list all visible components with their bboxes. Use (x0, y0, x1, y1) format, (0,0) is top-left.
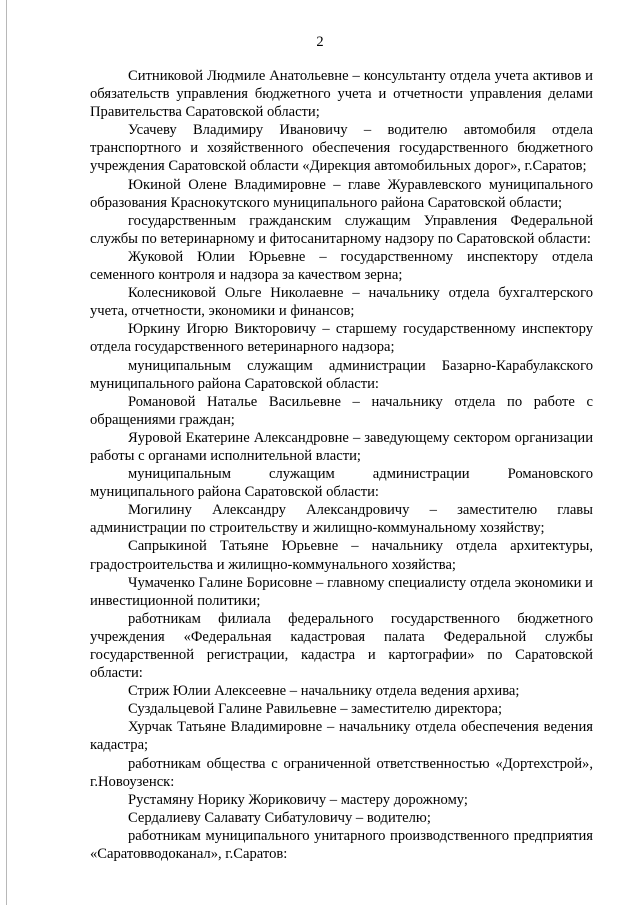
group-heading-paragraph: работникам филиала федерального государственного бюджетного учреждения «Федеральная кадастровая палата Федеральной службы государственной регистрации, кадастра и картографии» по Саратовской области: (90, 610, 593, 682)
group-heading-paragraph: работникам муниципального унитарного производственного предприятия «Саратовводоканал», г.Саратов: (90, 827, 593, 863)
group-heading-paragraph: муниципальным служащим администрации Романовского муниципального района Саратовской области: (90, 466, 593, 501)
award-recipient-paragraph: Хурчак Татьяне Владимировне – начальнику отдела обеспечения ведения кадастра; (90, 719, 593, 754)
award-recipient-paragraph: Юркину Игорю Викторовичу – старшему государственному инспектору отдела государственного ветеринарного надзора; (90, 321, 593, 356)
award-recipient-paragraph: Жуковой Юлии Юрьевне – государственному инспектору отдела семенного контроля и надзора за качеством зерна; (90, 248, 593, 284)
award-recipient-paragraph: Чумаченко Галине Борисовне – главному специалисту отдела экономики и инвестиционной политики; (90, 574, 593, 609)
award-recipient-paragraph: Усачеву Владимиру Ивановичу – водителю автомобиля отдела транспортного и хозяйственного обеспечения государственного бюджетного учреждения Саратовской области «Дирекция автомобильных дорог», г.Саратов; (90, 122, 593, 175)
award-recipient-paragraph: Юкиной Олене Владимировне – главе Журавлевского муниципального образования Краснокутского муниципального района Саратовской области; (90, 176, 593, 211)
award-recipient-paragraph: Сапрыкиной Татьяне Юрьевне – начальнику отдела архитектуры, градостроительства и жилищно-коммунального хозяйства; (90, 538, 593, 573)
award-recipient-paragraph: Яуровой Екатерине Александровне – заведующему сектором организации работы с органами исполнительной власти; (90, 429, 593, 464)
award-recipient-paragraph: Суздальцевой Галине Равильевне – заместителю директора; (128, 701, 503, 718)
award-recipient-paragraph: Колесниковой Ольге Николаевне – начальнику отдела бухгалтерского учета, отчетности, экономики и финансов; (90, 285, 593, 320)
group-heading-paragraph: муниципальным служащим администрации Базарно-Карабулакского муниципального района Саратовской области: (90, 357, 593, 392)
page-number: 2 (316, 34, 324, 50)
scan-left-edge-line (6, 0, 7, 905)
award-recipient-paragraph: Могилину Александру Александровичу – заместителю главы администрации по строительству и жилищно-коммунальному хозяйству; (90, 502, 593, 537)
group-heading-paragraph: государственным гражданским служащим Управления Федеральной службы по ветеринарному и фитосанитарному надзору по Саратовской области: (90, 212, 593, 247)
group-heading-paragraph: работникам общества с ограниченной ответственностью «Дортехстрой», г.Новоузенск: (90, 755, 593, 790)
award-recipient-paragraph: Рустамяну Норику Жориковичу – мастеру дорожному; (128, 791, 468, 808)
award-recipient-paragraph: Ситниковой Людмиле Анатольевне – консультанту отдела учета активов и обязательств управления бюджетного учета и отчетности управления делами Правительства Саратовской области; (90, 68, 593, 121)
document-body (90, 67, 593, 863)
award-recipient-paragraph: Романовой Наталье Васильевне – начальнику отдела по работе с обращениями граждан; (90, 393, 593, 428)
award-recipient-paragraph: Стриж Юлии Алексеевне – начальнику отдела ведения архива; (128, 683, 520, 700)
award-recipient-paragraph: Сердалиеву Салавату Сибатуловичу – водителю; (128, 809, 431, 826)
